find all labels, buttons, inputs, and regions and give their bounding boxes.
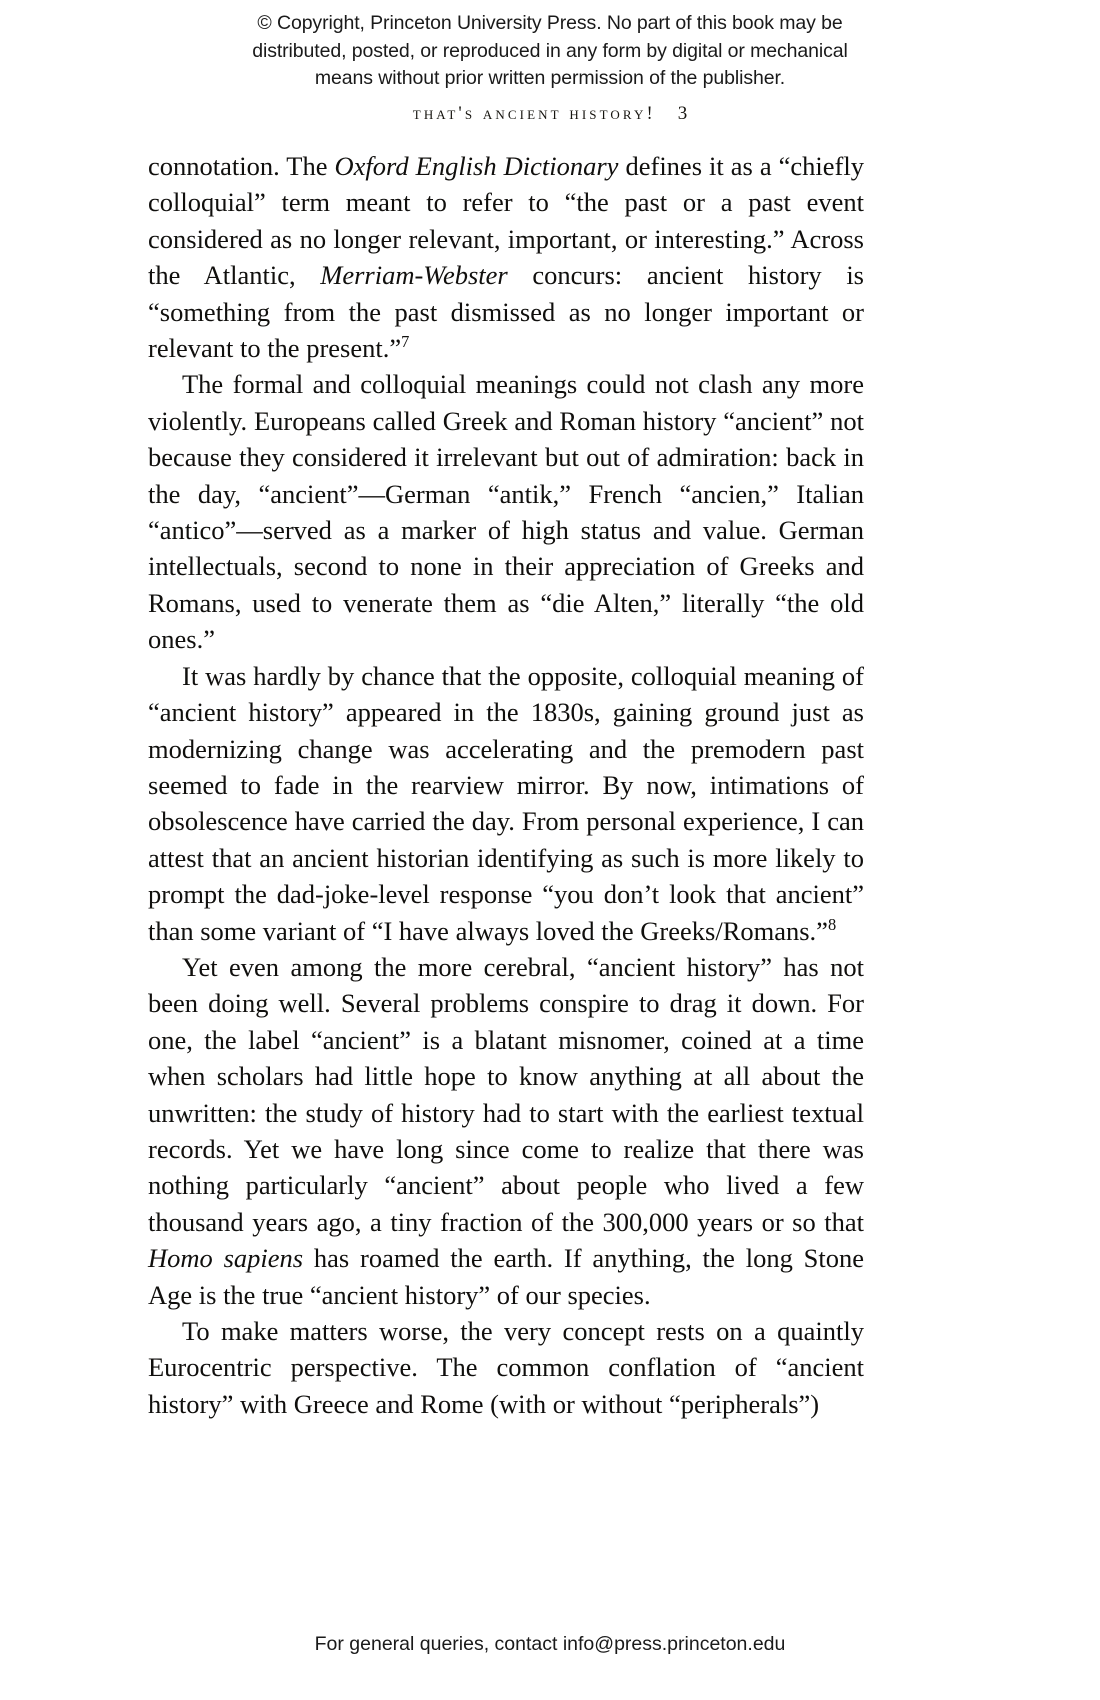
footer-queries: For general queries, contact info@press.princeton.edu [314,1633,786,1655]
paragraph-4: Yet even among the more cerebral, “ancient history” has not been doing well. Several problems conspire to drag it down. For one, the label “ancient” is a blatant misnomer, coined at a time when scholars had little hope to know anything at all about the unwritten: the study of history had to start with the earliest textual records. Yet we have long since come to realize that there was nothing particularly “ancient” about people who lived a few thousand years ago, a tiny fraction of the 300,000 years or so that Homo sapiens has roamed the earth. If anything, the long Stone Age is the true “ancient history” of our species. [148,951,864,1310]
copyright-notice [0,10,1100,93]
paragraph-3: It was hardly by chance that the opposite, colloquial meaning of “ancient history” appeared in the 1830s, gaining ground just as modernizing change was accelerating and the premodern past seemed to fade in the rearview mirror. By now, intimations of obsolescence have carried the day. From personal experience, I can attest that an ancient historian identifying as such is more likely to prompt the dad-joke-level response “you don’t look that ancient” than some variant of “I have always loved the Greeks/Romans.”$^8$ [148,660,864,946]
copyright-line-3: means without prior written permission of the publisher. [314,67,786,90]
running-head [0,103,1100,125]
page-number: 3 [677,103,688,124]
running-head-title: that's ancient history! [412,104,656,124]
paragraph-5: To make matters worse, the very concept rests on a quaintly Eurocentric perspective. The common conflation of “ancient history” with Greece and Rome (with or without “peripherals”) [148,1316,864,1419]
copyright-line-1: © Copyright, Princeton University Press. No part of this book may be [257,12,843,34]
paragraph-2: The formal and colloquial meanings could not clash any more violently. Europeans called Greek and Roman history “ancient” not because they considered it irrelevant but out of admiration: back in the day, “ancient”—German “antik,” French “ancien,” Italian “antico”—served as a marker of high status and value. German intellectuals, second to none in their appreciation of Greeks and Romans, used to venerate them as “die Alten,” literally “the old ones.” [148,369,864,655]
copyright-line-2: distributed, posted, or reproduced in any form by digital or mechanical [252,39,848,62]
paragraph-1: connotation. The Oxford English Dictionary defines it as a “chiefly colloquial” term meant to refer to “the past or a past event considered as no longer relevant, important, or interesting.” Across the Atlantic, Merriam-Webster concurs: ancient history is “something from the past dismissed as no longer important or relevant to the present.”$^7$ [148,151,864,364]
body-text [148,148,864,1422]
